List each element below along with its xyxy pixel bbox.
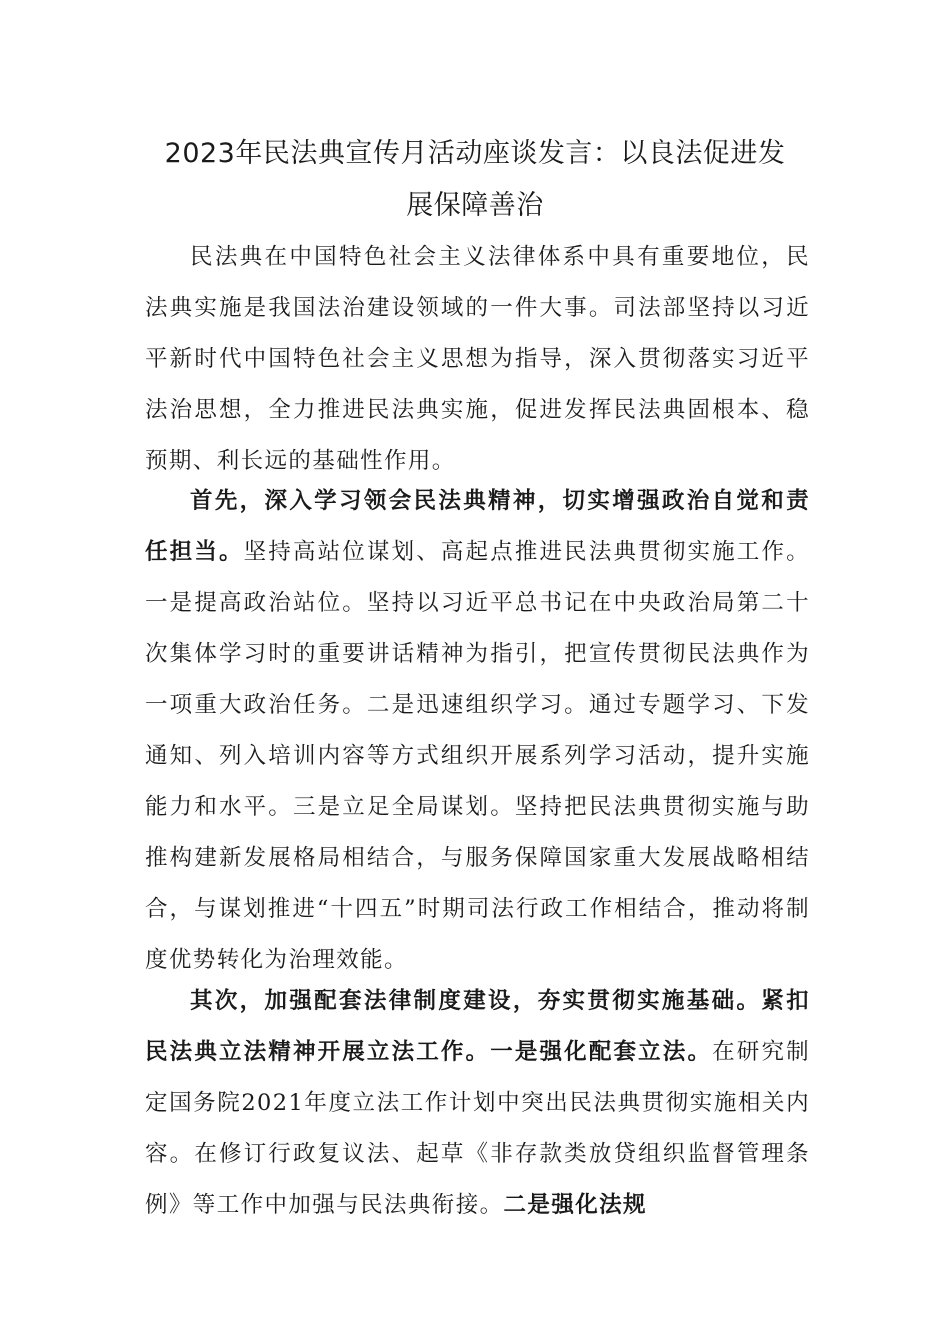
title-line-2: 展保障善治 <box>406 190 544 221</box>
title-line-1: 2023年民法典宣传月活动座谈发言：以良法促进发 <box>164 138 786 169</box>
paragraph-first-point-heading: 首先，深入学习领会民法典精神，切实增强政治自觉和责任担当。 <box>145 488 810 565</box>
paragraph-intro-text: 民法典在中国特色社会主义法律体系中具有重要地位，民法典实施是我国法治建设领域的一件大事。司法部坚持以习近平新时代中国特色社会主义思想为指导，深入贯彻落实习近平法治思想，全力推进民法典实施，促进发挥民法典固根本、稳预期、利长远的基础性作用。 <box>145 244 810 474</box>
paragraph-first-point-text: 坚持高站位谋划、高起点推进民法典贯彻实施工作。一是提高政治站位。坚持以习近平总书记在中央政治局第二十次集体学习时的重要讲话精神为指引，把宣传贯彻民法典作为一项重大政治任务。二是迅速组织学习。通过专题学习、下发通知、列入培训内容等方式组织开展系列学习活动，提升实施能力和水平。三是立足全局谋划。坚持把民法典贯彻实施与助推构建新发展格局相结合，与服务保障国家重大发展战略相结合，与谋划推进“十四五”时期司法行政工作相结合，推动将制度优势转化为治理效能。 <box>145 539 811 973</box>
document-title <box>140 128 810 232</box>
paragraph-intro <box>145 232 810 487</box>
paragraph-second-point-text: 在研究制定国务院2021年度立法工作计划中突出民法典贯彻实施相关内容。在修订行政复议法、起草《非存款类放贷组织监督管理条例》等工作中加强与民法典衔接。 <box>145 1039 810 1218</box>
paragraph-second-point-heading: 其次，加强配套法律制度建设，夯实贯彻实施基础。紧扣民法典立法精神开展立法工作。一是强化配套立法。 <box>145 988 810 1065</box>
paragraph-second-point <box>145 976 810 1231</box>
paragraph-second-point-tail: 二是强化法规 <box>503 1192 647 1218</box>
paragraph-first-point <box>145 476 810 986</box>
